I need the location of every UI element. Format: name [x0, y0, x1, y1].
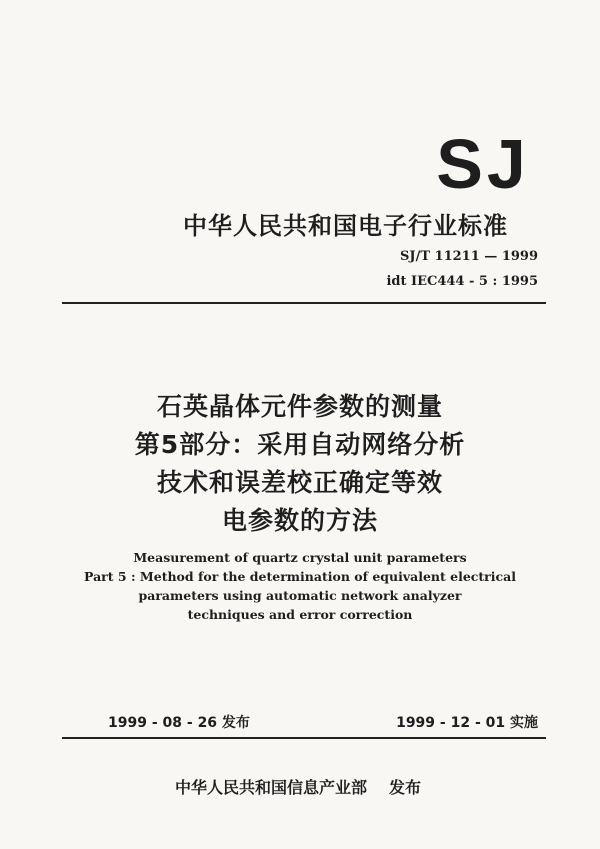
publisher-label: 发布 — [389, 778, 422, 797]
title-en-line: parameters using automatic network analyzer — [138, 588, 462, 603]
org-title: 中华人民共和国电子行业标准 — [183, 212, 508, 240]
bottom-divider — [62, 737, 546, 739]
title-zh-line: 第5部分：采用自动网络分析 — [134, 430, 466, 459]
implementation-date: 1999 - 12 - 01 实施 — [396, 715, 538, 731]
title-en-line: Part 5 : Method for the determination of equivalent electrical — [84, 569, 516, 584]
title-zh-line: 电参数的方法 — [221, 506, 378, 535]
title-chinese — [0, 388, 600, 540]
issue-date: 1999 - 08 - 26 发布 — [108, 715, 250, 731]
title-en-line: techniques and error correction — [187, 607, 413, 622]
publisher-name: 中华人民共和国信息产业部 — [175, 778, 368, 797]
title-en-line: Measurement of quartz crystal unit parameters — [133, 550, 467, 565]
title-zh-line: 技术和误差校正确定等效 — [156, 468, 443, 497]
idt-reference: idt IEC444 - 5 : 1995 — [386, 274, 538, 289]
sj-logo — [428, 130, 538, 194]
title-zh-line: 石英晶体元件参数的测量 — [156, 392, 443, 421]
top-divider — [62, 302, 546, 304]
title-english — [0, 548, 600, 624]
standard-number: SJ/T 11211 — 1999 — [400, 249, 538, 264]
sj-logo-text: SJ — [436, 130, 530, 194]
publisher — [175, 775, 421, 798]
